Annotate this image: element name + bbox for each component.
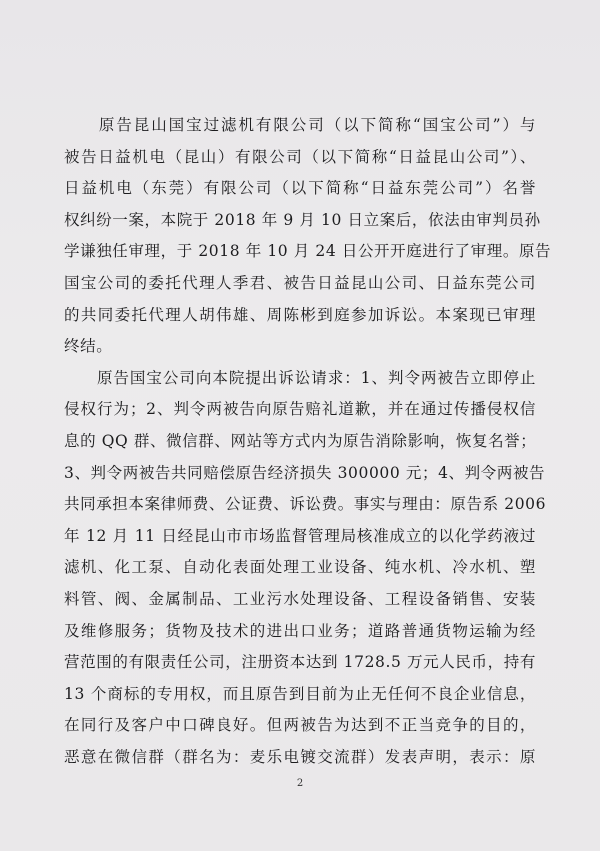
text-line: 的共同委托代理人胡伟雄、周陈彬到庭参加诉讼。本案现已审理	[64, 305, 536, 324]
text-line: 息的 QQ 群、微信群、网站等方式内为原告消除影响，恢复名誉；	[64, 431, 537, 450]
text-line: 原告国宝公司向本院提出诉讼请求：1、判令两被告立即停止	[64, 368, 536, 387]
document-body	[64, 110, 552, 773]
text-line: 料管、阀、金属制品、工业污水处理设备、工程设备销售、安装	[64, 589, 536, 608]
text-line: 权纠纷一案，本院于 2018 年 9 月 10 日立案后，依法由审判员孙	[64, 210, 541, 229]
text-line: 侵权行为；2、判令两被告向原告赔礼道歉，并在通过传播侵权信	[64, 400, 536, 419]
text-line: 及维修服务；货物及技术的进出口业务；道路普通货物运输为经	[64, 621, 536, 640]
paragraph-claims	[64, 363, 547, 774]
text-line: 滤机、化工泵、自动化表面处理工业设备、纯水机、冷水机、塑	[64, 558, 536, 577]
text-line: 年 12 月 11 日经昆山市市场监督管理局核准成立的以化学药液过	[64, 526, 536, 545]
text-line: 13 个商标的专用权，而且原告到目前为止无任何不良企业信息，	[64, 684, 536, 703]
text-line: 营范围的有限责任公司，注册资本达到 1728.5 万元人民币，持有	[64, 653, 536, 672]
text-line: 原告昆山国宝过滤机有限公司（以下简称“国宝公司”）与	[64, 116, 536, 134]
paragraph-case-intro	[64, 110, 552, 363]
text-line: 3、判令两被告共同赔偿原告经济损失 300000 元；4、判令两被告	[64, 463, 546, 482]
text-line: 日益机电（东莞）有限公司（以下简称“日益东莞公司”）名誉	[64, 179, 536, 198]
text-line: 恶意在微信群（群名为：麦乐电镀交流群）发表声明，表示：原	[64, 747, 536, 766]
text-line: 共同承担本案律师费、公证费、诉讼费。事实与理由：原告系 2006	[64, 495, 547, 514]
text-line: 在同行及客户中口碑良好。但两被告为达到不正当竞争的目的，	[64, 716, 536, 735]
page-number: 2	[296, 778, 304, 789]
text-line: 学谦独任审理，于 2018 年 10 月 24 日公开开庭进行了审理。原告	[64, 242, 552, 261]
text-line: 终结。	[64, 337, 113, 356]
text-line: 被告日益机电（昆山）有限公司（以下简称“日益昆山公司”）、	[64, 147, 536, 166]
text-line: 国宝公司的委托代理人季君、被告日益昆山公司、日益东莞公司	[64, 273, 536, 292]
